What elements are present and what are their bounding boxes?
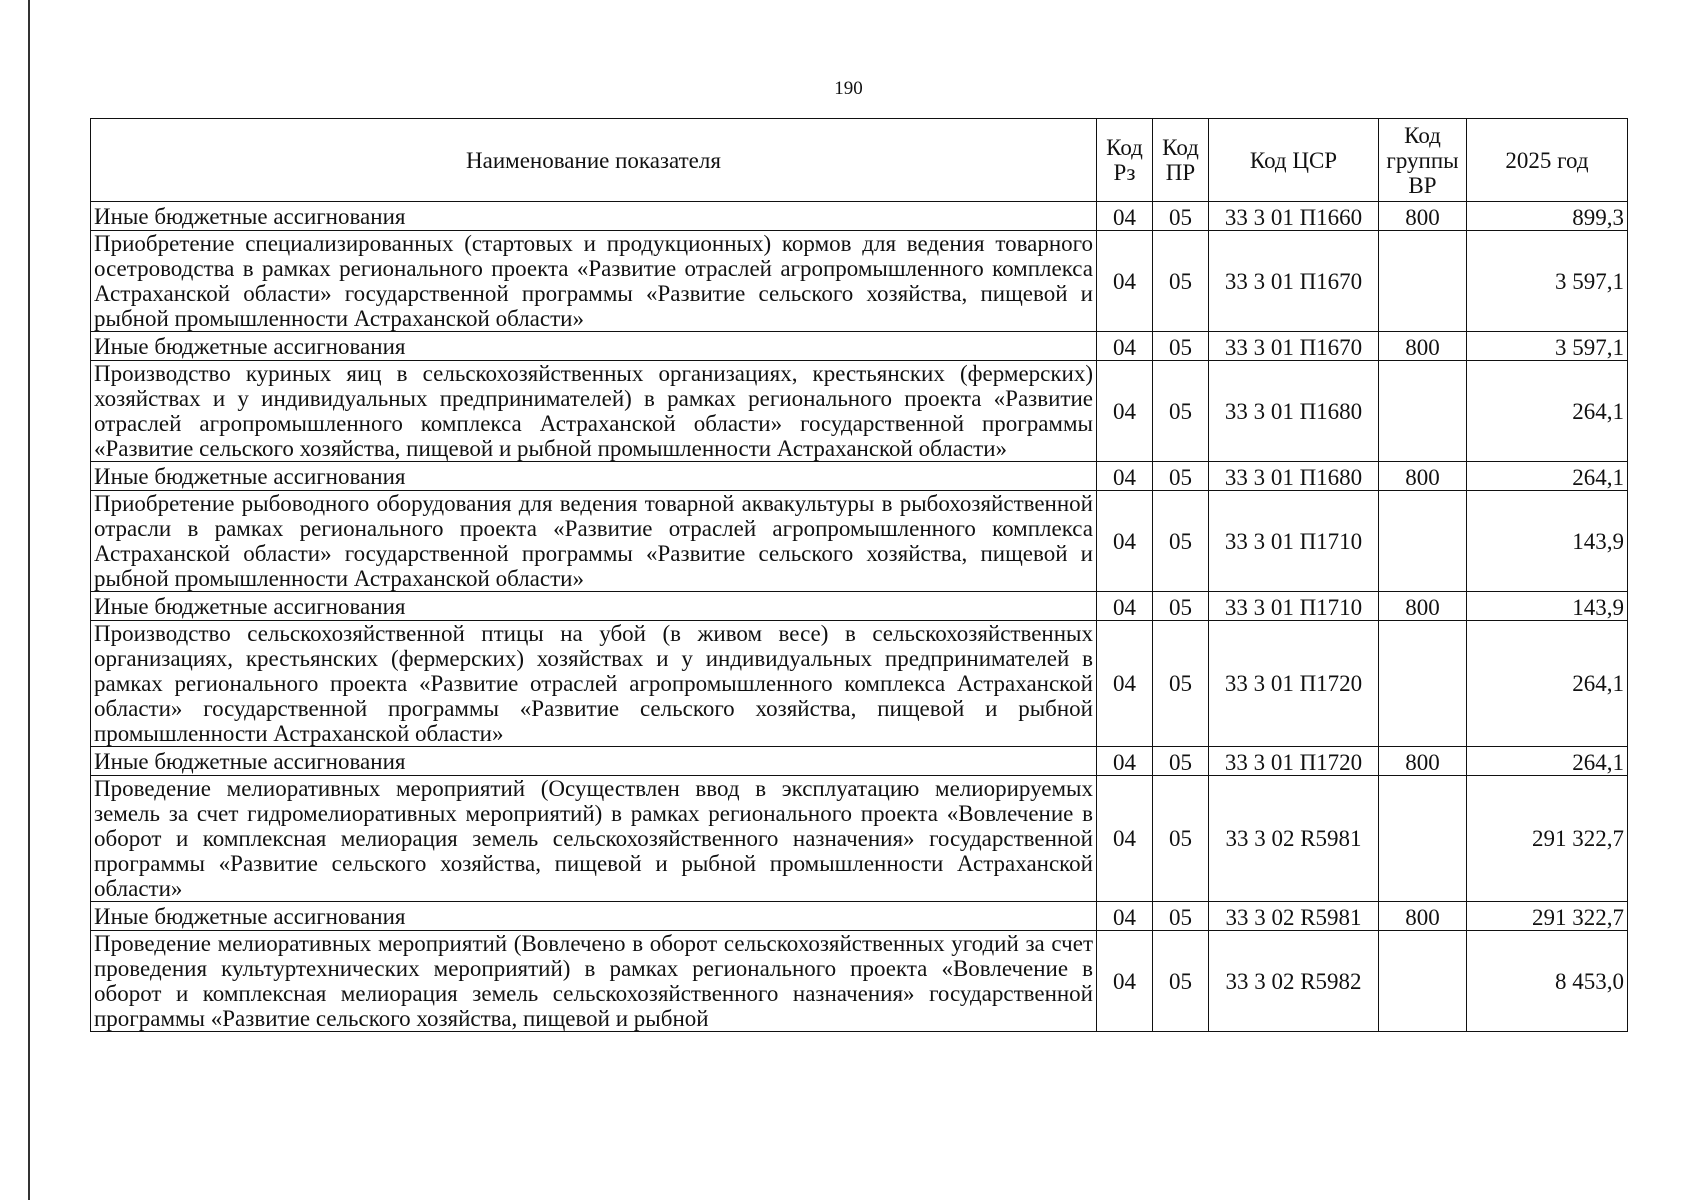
header-year: 2025 год [1467, 119, 1628, 202]
row-pr: 05 [1153, 231, 1209, 332]
row-vr [1379, 931, 1467, 1032]
row-pr: 05 [1153, 462, 1209, 491]
row-vr [1379, 231, 1467, 332]
row-pr: 05 [1153, 747, 1209, 776]
row-pr: 05 [1153, 332, 1209, 361]
row-csr: 33 3 01 П1680 [1209, 361, 1379, 462]
row-rz: 04 [1097, 776, 1153, 902]
row-vr [1379, 491, 1467, 592]
row-rz: 04 [1097, 902, 1153, 931]
table-row [91, 462, 1628, 491]
row-vr: 800 [1379, 747, 1467, 776]
row-vr: 800 [1379, 332, 1467, 361]
row-csr: 33 3 01 П1680 [1209, 462, 1379, 491]
header-csr: Код ЦСР [1209, 119, 1379, 202]
header-vr: Код группы ВР [1379, 119, 1467, 202]
row-amount: 264,1 [1467, 747, 1628, 776]
table-row [91, 592, 1628, 621]
row-amount: 264,1 [1467, 621, 1628, 747]
row-amount: 8 453,0 [1467, 931, 1628, 1032]
row-name: Производство куриных яиц в сельскохозяйственных организациях, крестьянских (фермерских) хозяйствах и у индивидуальных предпринимателей) в рамках регионального проекта «Развитие отраслей агропромышленного комплекса Астраханской области» государственной программы «Развитие сельского хозяйства, пищевой и рыбной промышленности Астраханской области» [91, 361, 1097, 462]
row-csr: 33 3 02 R5982 [1209, 931, 1379, 1032]
page-number: 190 [834, 78, 863, 99]
row-amount: 3 597,1 [1467, 332, 1628, 361]
table-row [91, 491, 1628, 592]
row-amount: 291 322,7 [1467, 776, 1628, 902]
table-header-row [91, 119, 1628, 202]
row-name: Проведение мелиоративных мероприятий (Вовлечено в оборот сельскохозяйственных угодий за счет проведения культуртехнических мероприятий) в рамках регионального проекта «Вовлечение в оборот и комплексная мелиорация земель сельскохозяйственного назначения» государственной программы «Развитие сельского хозяйства, пищевой и рыбной [91, 931, 1097, 1032]
row-pr: 05 [1153, 931, 1209, 1032]
row-rz: 04 [1097, 202, 1153, 231]
row-vr: 800 [1379, 202, 1467, 231]
row-csr: 33 3 01 П1710 [1209, 592, 1379, 621]
row-name: Производство сельскохозяйственной птицы на убой (в живом весе) в сельскохозяйственных организациях, крестьянских (фермерских) хозяйствах и у индивидуальных предпринимателей в рамках регионального проекта «Развитие отраслей агропромышленного комплекса Астраханской области» государственной программы «Развитие сельского хозяйства, пищевой и рыбной промышленности Астраханской области» [91, 621, 1097, 747]
table-row [91, 747, 1628, 776]
table-row [91, 361, 1628, 462]
row-vr [1379, 776, 1467, 902]
row-vr [1379, 621, 1467, 747]
row-amount: 899,3 [1467, 202, 1628, 231]
row-name: Иные бюджетные ассигнования [91, 332, 1097, 361]
row-pr: 05 [1153, 776, 1209, 902]
table-row [91, 231, 1628, 332]
row-pr: 05 [1153, 592, 1209, 621]
row-name: Иные бюджетные ассигнования [91, 592, 1097, 621]
row-name: Иные бюджетные ассигнования [91, 902, 1097, 931]
row-pr: 05 [1153, 361, 1209, 462]
row-amount: 3 597,1 [1467, 231, 1628, 332]
row-pr: 05 [1153, 202, 1209, 231]
row-amount: 143,9 [1467, 491, 1628, 592]
row-rz: 04 [1097, 462, 1153, 491]
row-name: Проведение мелиоративных мероприятий (Осуществлен ввод в эксплуатацию мелиорируемых земель за счет гидромелиоративных мероприятий) в рамках регионального проекта «Вовлечение в оборот и комплексная мелиорация земель сельскохозяйственного назначения» государственной программы «Развитие сельского хозяйства, пищевой и рыбной промышленности Астраханской области» [91, 776, 1097, 902]
row-rz: 04 [1097, 231, 1153, 332]
row-rz: 04 [1097, 491, 1153, 592]
binding-edge-line [28, 0, 30, 1200]
row-rz: 04 [1097, 621, 1153, 747]
budget-table [90, 118, 1628, 1032]
row-rz: 04 [1097, 747, 1153, 776]
row-rz: 04 [1097, 361, 1153, 462]
row-name: Иные бюджетные ассигнования [91, 747, 1097, 776]
row-amount: 291 322,7 [1467, 902, 1628, 931]
row-name: Приобретение рыбоводного оборудования для ведения товарной аквакультуры в рыбохозяйственной отрасли в рамках регионального проекта «Развитие отраслей агропромышленного комплекса Астраханской области» государственной программы «Развитие сельского хозяйства, пищевой и рыбной промышленности Астраханской области» [91, 491, 1097, 592]
row-pr: 05 [1153, 621, 1209, 747]
row-csr: 33 3 01 П1710 [1209, 491, 1379, 592]
row-csr: 33 3 01 П1670 [1209, 332, 1379, 361]
table-row [91, 902, 1628, 931]
row-csr: 33 3 02 R5981 [1209, 902, 1379, 931]
row-vr: 800 [1379, 592, 1467, 621]
table-row [91, 776, 1628, 902]
row-name: Иные бюджетные ассигнования [91, 202, 1097, 231]
row-rz: 04 [1097, 592, 1153, 621]
row-csr: 33 3 01 П1660 [1209, 202, 1379, 231]
row-amount: 143,9 [1467, 592, 1628, 621]
row-amount: 264,1 [1467, 462, 1628, 491]
row-name: Приобретение специализированных (стартовых и продукционных) кормов для ведения товарного осетроводства в рамках регионального проекта «Развитие отраслей агропромышленного комплекса Астраханской области» государственной программы «Развитие сельского хозяйства, пищевой и рыбной промышленности Астраханской области» [91, 231, 1097, 332]
row-name: Иные бюджетные ассигнования [91, 462, 1097, 491]
header-name: Наименование показателя [91, 119, 1097, 202]
row-vr [1379, 361, 1467, 462]
row-pr: 05 [1153, 491, 1209, 592]
header-rz: Код Рз [1097, 119, 1153, 202]
table-row [91, 621, 1628, 747]
row-amount: 264,1 [1467, 361, 1628, 462]
row-pr: 05 [1153, 902, 1209, 931]
row-vr: 800 [1379, 462, 1467, 491]
row-rz: 04 [1097, 332, 1153, 361]
header-pr: Код ПР [1153, 119, 1209, 202]
row-vr: 800 [1379, 902, 1467, 931]
row-csr: 33 3 02 R5981 [1209, 776, 1379, 902]
table-row [91, 202, 1628, 231]
row-csr: 33 3 01 П1720 [1209, 621, 1379, 747]
row-csr: 33 3 01 П1720 [1209, 747, 1379, 776]
row-rz: 04 [1097, 931, 1153, 1032]
table-row [91, 332, 1628, 361]
table-row [91, 931, 1628, 1032]
row-csr: 33 3 01 П1670 [1209, 231, 1379, 332]
